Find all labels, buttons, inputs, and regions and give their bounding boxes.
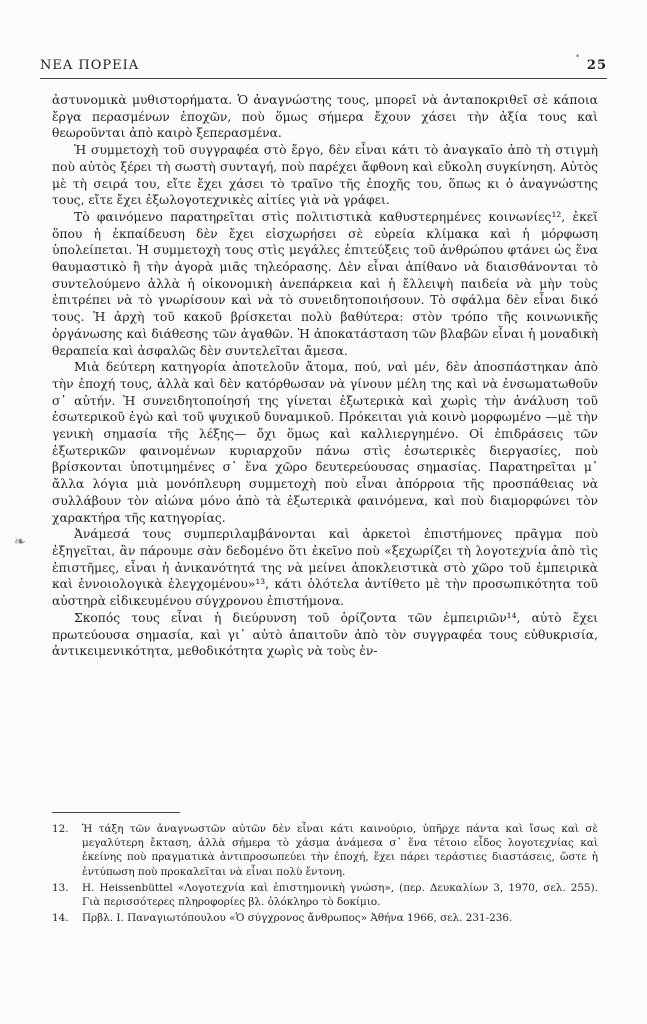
paragraph: Τὸ φαινόμενο παρατηρεῖται στὶς πολιτιστικὰ καθυστερημένες κοινωνίες¹², ἐκεῖ ὅπου ἡ ἐκπαίδευση δὲν ἔχει εἰσχωρήσει σὲ εὐρεία κλίμακα καὶ ἡ μόρφωση ὑπολείπεται. Ἡ συμμετοχὴ τους στὶς μεγάλες ἐπιτεύξεις τοῦ ἀνθρώπου φτάνει ὡς ἕνα θαυμαστικὸ ἢ τὴν ἀγορὰ μιᾶς τηλεόρασης. Δὲν εἶναι ἀπίθανο νὰ διαισθάνονται τὸ συντελούμενο ἀλλὰ ἡ οἰκονομικὴ ἀνεπάρκεια καὶ ἡ ἔλλειψὴ παιδεία νὰ μὴν τοὺς ἐπιτρέπει νὰ τὸ γνωρίσουν καὶ νὰ τὸ συνειδητοποιήσουν. Τὸ σφάλμα δὲν εἶναι δικό τους. Ἡ ἀρχὴ τοῦ κακοῦ βρίσκεται πολὺ βαθύτερα: στὸν τρόπο τῆς κοινωνικῆς ὀργάνωσης καὶ διάθεσης τῶν ἀγαθῶν. Ἡ ἀποκατάσταση τῶν βλαβῶν εἶναι ἡ μοναδικὴ θεραπεία καὶ ἀσφαλῶς δὲν συντελεῖται ἄμεσα. [52,209,598,358]
footnote-number: 14. [52,912,69,925]
paragraph: Ἡ συμμετοχὴ τοῦ συγγραφέα στὸ ἔργο, δὲν εἶναι κάτι τὸ ἀναγκαῖο ἀπὸ τὴ στιγμὴ ποὺ αὐτὸς ξέρει τὴ σωστὴ συνταγή, ποὺ παρέχει ἄφθονη καὶ εὔκολη συγκίνηση. Αὐτὸς μὲ τὴ σειρά του, εἴτε ἔχει χάσει τὸ τραῖνο τῆς ἐποχῆς του, ὅπως κι ὁ ἀναγνώστης τους, εἴτε ἔχει ἐξωλογοτεχνικὲς αἰτίες γιὰ νὰ γράφει. [52,143,598,208]
footnote [52,911,598,925]
footnote [52,822,598,879]
footnote-number: 13. [52,881,69,894]
footnote-divider [52,812,180,813]
footnote-number: 12. [52,823,69,835]
page-number: 25 [586,58,607,73]
paragraph: Ἀνάμεσά τους συμπεριλαμβάνονται καὶ ἀρκετοὶ ἐπιστήμονες πρᾶγμα ποὺ ἐξηγεῖται, ἂν πάρουμε σὰν δεδομένο ὅτι ἐκεῖνο ποὺ «ξεχωρίζει τὴ λογοτεχνία ἀπὸ τὶς ἐπιστῆμες, εἶναι ἡ ἀνικανότητά της νὰ μείνει ἀποκλειστικὰ στὸ χῶρο τοῦ ἐμπειρικὰ καὶ ἐννοιολογικὰ ἐλεγχομένου»¹³, κάτι ὁλότελα ἀντίθετο μὲ τὴν προσωπικότητα τοῦ αὐστηρὰ εἰδικευμένου σύγχρονου ἐπιστήμονα. [52,527,598,609]
footnote-text: H. Heissenbüttel «Λογοτεχνία καὶ ἐπιστημονικὴ γνώση», (περ. Δευκαλίων 3, 1970, σελ. 255). Γιὰ περισσότερες πληροφορίες βλ. ὁλόκληρο τὸ δοκίμιο. [82,881,598,909]
footnote-text: Ἡ τάξη τῶν ἀναγνωστῶν αὐτῶν δὲν εἶναι κάτι καινούριο, ὑπῆρχε πάντα καὶ ἴσως καὶ σὲ μεγαλύτερη ἔκταση, ἀλλὰ σήμερα τὸ χάσμα ἀνάμεσα σ᾿ ἕνα τέτοιο εἶδος λογοτεχνίας καὶ ἐκείνης ποὺ πραγματικὰ ἀντιπροσωπεύει τὴν ἐποχή, ἔχει πάρει τεράστιες διαστάσεις, ὥστε ἡ ἐντύπωση ποὺ προκαλεῖται νὰ εἶναι πολὺ ἔντονη. [82,823,598,878]
paragraph: ἀστυνομικὰ μυθιστορήματα. Ὁ ἀναγνώστης τους, μπορεῖ νὰ ἀνταποκριθεῖ σὲ κάποια ἔργα περασμένων ἐποχῶν, ποὺ ὅμως σήμερα ἔχουν χάσει τὴν ἀξία τους καὶ θεωροῦνται ἀπὸ καιρὸ ξεπερασμένα. [52,93,598,141]
body-text [52,92,598,660]
footnotes [52,822,598,927]
journal-title: ΝΕΑ ΠΟΡΕΙΑ [40,58,140,73]
footnote [52,881,598,909]
footnote-text: Πρβλ. Ι. Παναγιωτόπουλου «Ὁ σύγχρονος ἄνθρωπος» Ἀθήνα 1966, σελ. 231-236. [82,912,513,925]
margin-ornament-icon: ❧ [14,534,26,550]
paragraph: Σκοπός τους εἶναι ἡ διεύρυνση τοῦ ὁρίζοντα τῶν ἐμπειριῶν¹⁴, αὐτὸ ἔχει πρωτεύουσα σημασία, καὶ γι᾿ αὐτὸ ἀπαιτοῦν ἀπὸ τὸν συγγραφέα τους εὐθυκρισία, ἀντικειμενικότητα, μεθοδικότητα χωρὶς νὰ τοὺς ἐν- [52,610,598,659]
running-header [40,52,607,79]
ink-dot: • [575,52,581,61]
paragraph: Μιὰ δεύτερη κατηγορία ἀποτελοῦν ἄτομα, πού, ναὶ μέν, δὲν ἀποσπάστηκαν ἀπὸ τὴν ἐποχή τους, ἀλλὰ καὶ δὲν κατόρθωσαν νὰ γίνουν μέλη της καὶ νὰ ἐνσωματωθοῦν σ᾿ αὐτήν. Ἡ συνειδητοποίησή της γίνεται ἐξωτερικὰ καὶ χωρὶς τὴν ἀνάλυση τοῦ ἐσωτερικοῦ ἐγὼ καὶ τοῦ ψυχικοῦ δυναμικοῦ. Πρόκειται γιὰ κοινὸ μορφωμένο —μὲ τὴν γενικὴ σημασία τῆς λέξης— ὄχι ὅμως καὶ καλλιεργημένο. Οἱ ἐπιδράσεις τῶν ἐξωτερικῶν φαινομένων κυριαρχοῦν πάνω στὶς ἐσωτερικὲς διεργασίες, ποὺ βρίσκονται ὑποτιμημένες σ᾿ ἕνα χῶρο δευτερεύουσας σημασίας. Παρατηρεῖται μ᾿ ἄλλα λόγια μιὰ μονόπλευρη συμμετοχὴ ποὺ εἶναι ἀπόρροια τῆς προσπάθειας νὰ συλλάβουν τὸν αἰώνα μόνο ἀπὸ τὰ ἐξωτερικὰ φαινόμενα, καὶ ποὺ διαμορφώνει τὸν χαρακτήρα τῆς κατηγορίας. [52,360,598,525]
